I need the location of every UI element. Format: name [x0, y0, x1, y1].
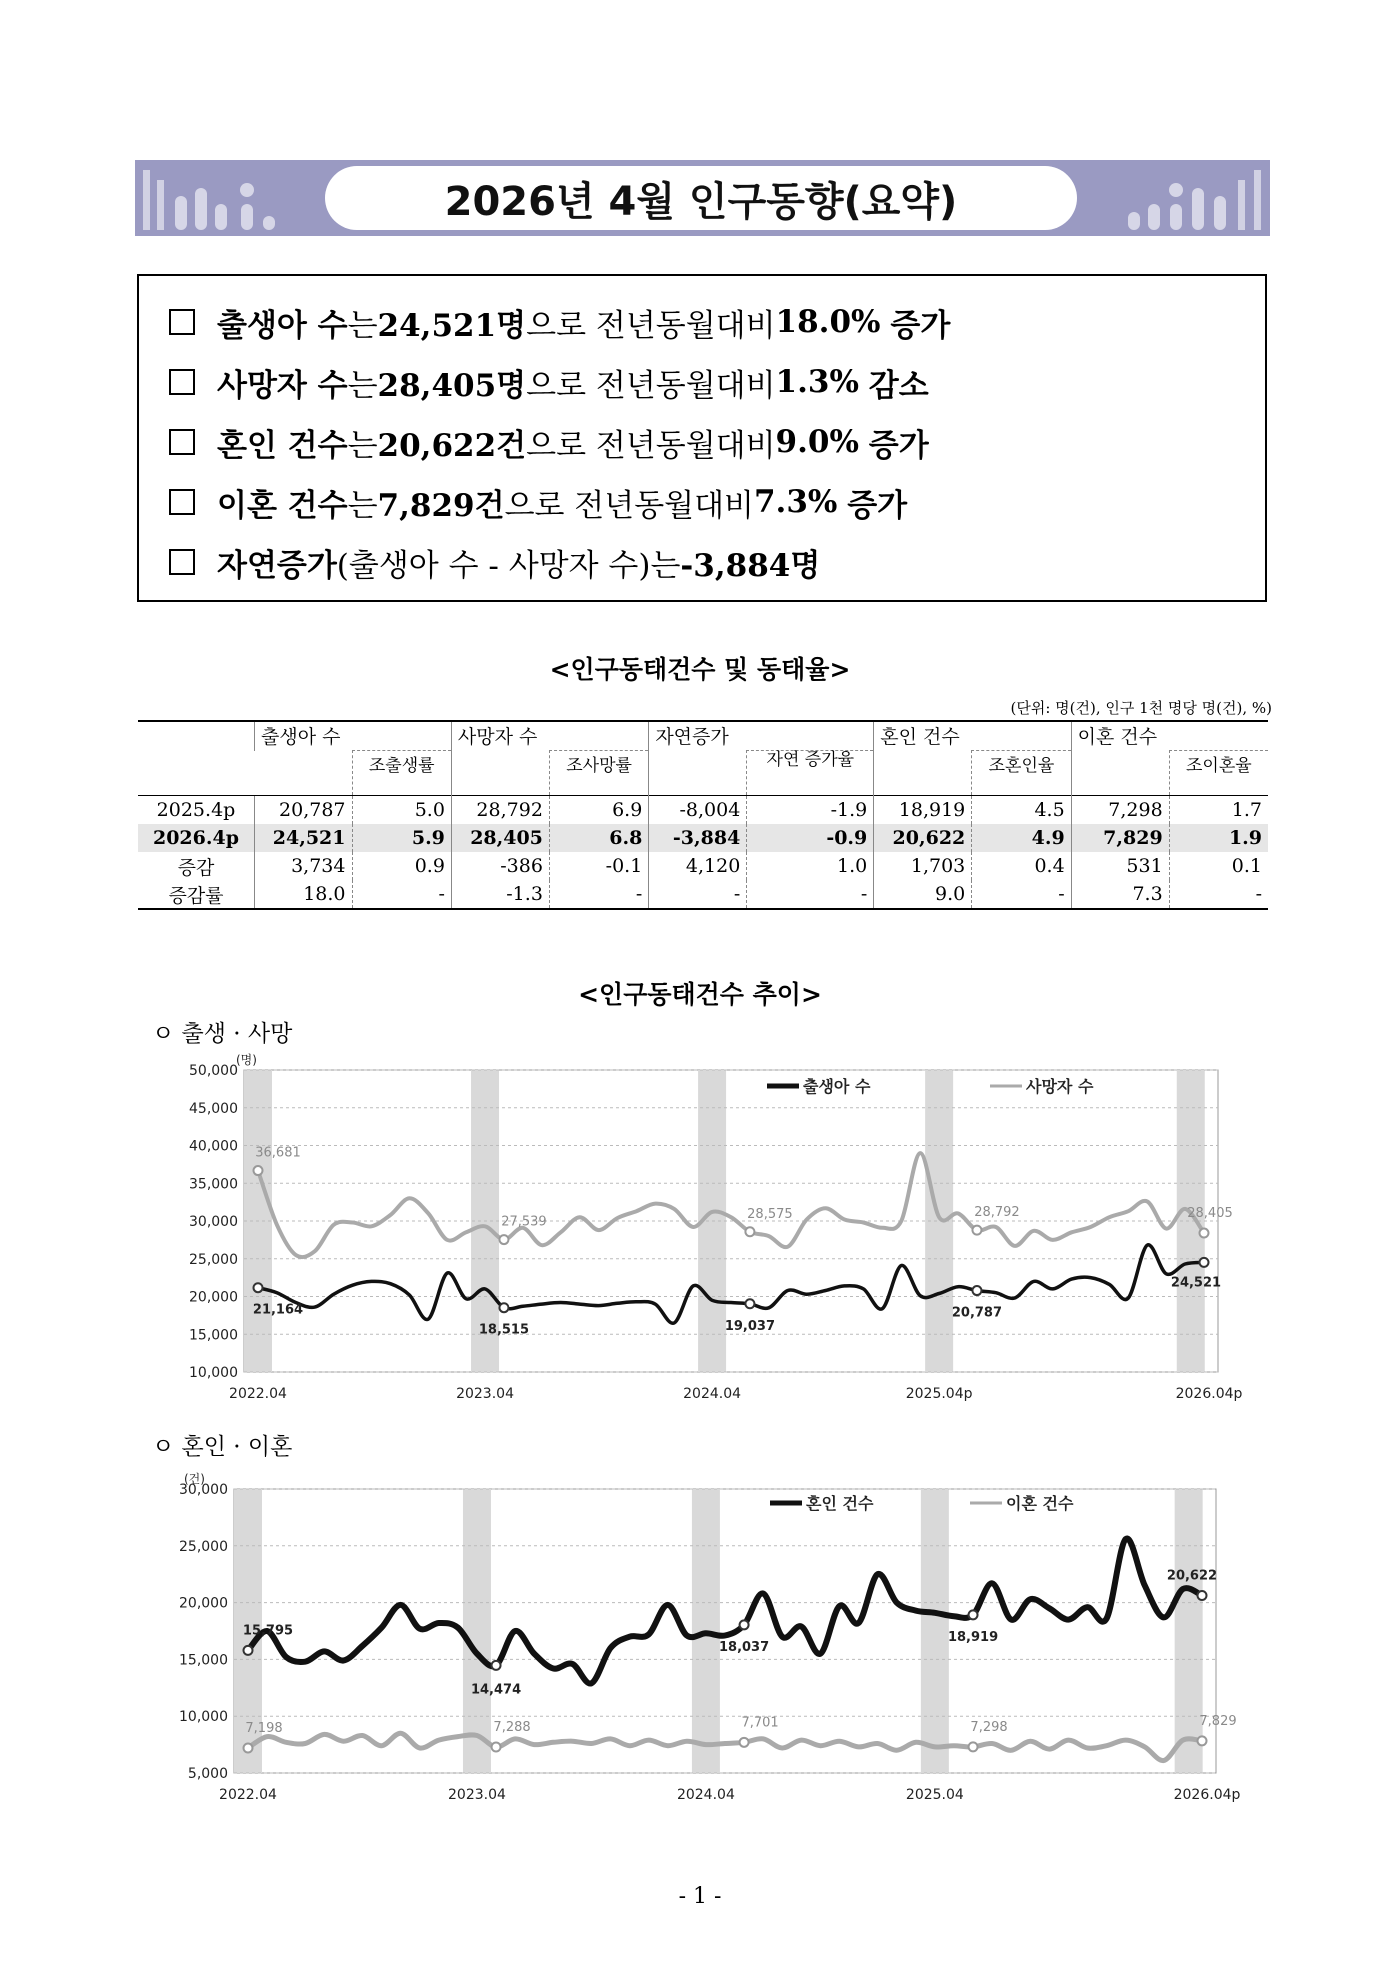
y-tick-label: 20,000 [189, 1289, 238, 1306]
summary-line-births: 출생아 수 는 24,521명 으로 전년동월대비 18.0% 증가 [169, 298, 950, 346]
table-subheader: 조출생률 [352, 751, 451, 796]
legend-label: 혼인 건수 [806, 1494, 874, 1513]
table-header-group: 출생아 수 [255, 721, 452, 751]
checkbox-icon [169, 309, 195, 335]
page-title: 2026년 4월 인구동향(요약) [325, 166, 1077, 230]
data-point-marker [499, 1303, 508, 1312]
checkbox-icon [169, 369, 195, 395]
x-tick-label: 2022.04 [219, 1787, 277, 1803]
data-point-marker [492, 1661, 501, 1670]
data-label: 36,681 [255, 1145, 301, 1161]
data-point-marker [972, 1226, 981, 1235]
y-tick-label: 35,000 [189, 1176, 238, 1193]
table-title: <인구동태건수 및 동태율> [549, 655, 851, 684]
y-tick-label: 15,000 [189, 1327, 238, 1344]
vital-statistics-table [138, 720, 1268, 910]
data-point-marker [969, 1610, 978, 1619]
unit-label: (건) [184, 1472, 205, 1486]
data-point-marker [244, 1744, 253, 1753]
data-label: 18,515 [478, 1322, 530, 1338]
data-point-marker [254, 1166, 263, 1175]
data-label: 27,539 [501, 1214, 547, 1230]
x-tick-label: 2025.04p [905, 1386, 973, 1402]
data-label: 7,701 [741, 1715, 779, 1731]
table-row: 2025.4p 20,787 5.0 28,792 6.9 -8,004 -1.9 18,919 4.5 7,298 1.7 [138, 796, 1268, 825]
data-label: 24,521 [1170, 1275, 1222, 1291]
table-subheader: 자연 증가율 [747, 751, 874, 796]
y-tick-label: 25,000 [189, 1251, 238, 1268]
data-label: 18,037 [718, 1639, 770, 1655]
y-tick-label: 30,000 [179, 1482, 228, 1498]
legend-label: 이혼 건수 [1006, 1494, 1074, 1513]
data-point-marker [1198, 1736, 1207, 1745]
data-point-marker [1200, 1258, 1209, 1267]
x-tick-label: 2024.04 [676, 1787, 735, 1803]
table-row: 증감률 18.0 - -1.3 - - - 9.0 - 7.3 - [138, 880, 1268, 909]
x-tick-label: 2023.04 [448, 1787, 506, 1803]
summary-line-marriages: 혼인 건수 는 20,622건 으로 전년동월대비 9.0% 증가 [169, 418, 929, 466]
checkbox-icon [169, 429, 195, 455]
table-header-group: 혼인 건수 [874, 721, 1071, 751]
table-subheader-row [138, 751, 1268, 796]
checkbox-icon [169, 489, 195, 515]
data-point-marker [244, 1646, 253, 1655]
year-band [463, 1489, 491, 1773]
chart1-heading: ㅇ 출생 · 사망 [152, 1021, 293, 1047]
data-label: 28,575 [747, 1206, 793, 1222]
data-label: 21,164 [252, 1302, 304, 1318]
data-point-marker [1200, 1229, 1209, 1238]
data-label: 28,792 [974, 1205, 1020, 1221]
legend-label: 사망자 수 [1026, 1077, 1094, 1096]
data-label: 15,795 [242, 1623, 294, 1639]
table-row-highlighted: 2026.4p 24,521 5.9 28,405 6.8 -3,884 -0.9 20,622 4.9 7,829 1.9 [138, 824, 1268, 852]
data-label: 7,198 [245, 1721, 283, 1737]
y-tick-label: 25,000 [179, 1538, 228, 1555]
data-point-marker [499, 1235, 508, 1244]
table-header-group: 이혼 건수 [1071, 721, 1268, 751]
data-label: 14,474 [470, 1682, 522, 1698]
data-label: 20,787 [951, 1305, 1003, 1321]
x-tick-label: 2022.04 [229, 1386, 287, 1402]
marriages-divorces-chart [140, 1465, 1270, 1835]
table-subheader: 조혼인율 [972, 751, 1071, 796]
year-band [921, 1489, 949, 1773]
data-label: 28,405 [1187, 1206, 1233, 1222]
x-tick-label: 2026.04p [1173, 1787, 1241, 1803]
y-tick-label: 15,000 [179, 1652, 228, 1669]
data-label: 7,829 [1199, 1713, 1237, 1729]
data-label: 20,622 [1166, 1568, 1218, 1584]
year-band [1175, 1489, 1203, 1773]
data-point-marker [740, 1620, 749, 1629]
data-point-marker [969, 1742, 978, 1751]
data-point-marker [745, 1299, 754, 1308]
y-tick-label: 20,000 [179, 1595, 228, 1612]
data-point-marker [740, 1738, 749, 1747]
summary-line-natural-increase: 자연증가 (출생아 수 - 사망자 수)는 -3,884명 [169, 538, 820, 586]
y-tick-label: 10,000 [189, 1365, 238, 1381]
x-tick-label: 2024.04 [683, 1386, 742, 1402]
summary-line-deaths: 사망자 수 는 28,405명 으로 전년동월대비 1.3% 감소 [169, 358, 929, 406]
table-subheader: 조이혼율 [1169, 751, 1268, 796]
page-number: - 1 - [678, 1884, 722, 1909]
data-point-marker [492, 1743, 501, 1752]
banner-right-decoration-icon [1120, 160, 1270, 236]
banner-left-decoration-icon [135, 160, 285, 236]
y-tick-label: 30,000 [189, 1214, 238, 1230]
y-tick-label: 10,000 [179, 1709, 228, 1726]
checkbox-icon [169, 549, 195, 575]
x-tick-label: 2023.04 [456, 1386, 514, 1402]
x-tick-label: 2026.04p [1175, 1386, 1243, 1402]
summary-line-divorces: 이혼 건수 는 7,829건 으로 전년동월대비 7.3% 증가 [169, 478, 907, 526]
table-unit: (단위: 명(건), 인구 1천 명당 명(건), %) [1010, 699, 1272, 717]
data-label: 19,037 [724, 1318, 776, 1334]
data-label: 7,298 [970, 1719, 1008, 1735]
table-subheader: 조사망률 [549, 751, 648, 796]
births-deaths-chart [140, 1050, 1270, 1410]
y-tick-label: 50,000 [189, 1063, 238, 1079]
trend-title: <인구동태건수 추이> [578, 980, 822, 1009]
table-header-group: 자연증가 [649, 721, 874, 751]
data-point-marker [1198, 1591, 1207, 1600]
table-row: 증감 3,734 0.9 -386 -0.1 4,120 1.0 1,703 0.4 531 0.1 [138, 852, 1268, 880]
chart2-heading: ㅇ 혼인 · 이혼 [152, 1434, 293, 1460]
data-label: 18,919 [947, 1629, 999, 1645]
data-point-marker [972, 1286, 981, 1295]
unit-label: (명) [236, 1053, 257, 1067]
title-banner [135, 160, 1270, 236]
summary-box [137, 274, 1267, 602]
table-header-row [138, 721, 1268, 751]
data-label: 7,288 [493, 1720, 531, 1736]
y-tick-label: 40,000 [189, 1138, 238, 1155]
y-tick-label: 5,000 [187, 1766, 228, 1782]
table-header-group: 사망자 수 [451, 721, 648, 751]
data-point-marker [254, 1283, 263, 1292]
legend-label: 출생아 수 [803, 1077, 871, 1096]
y-tick-label: 45,000 [189, 1100, 238, 1117]
x-tick-label: 2025.04 [905, 1787, 964, 1803]
data-point-marker [745, 1227, 754, 1236]
table-header-blank [138, 721, 255, 796]
